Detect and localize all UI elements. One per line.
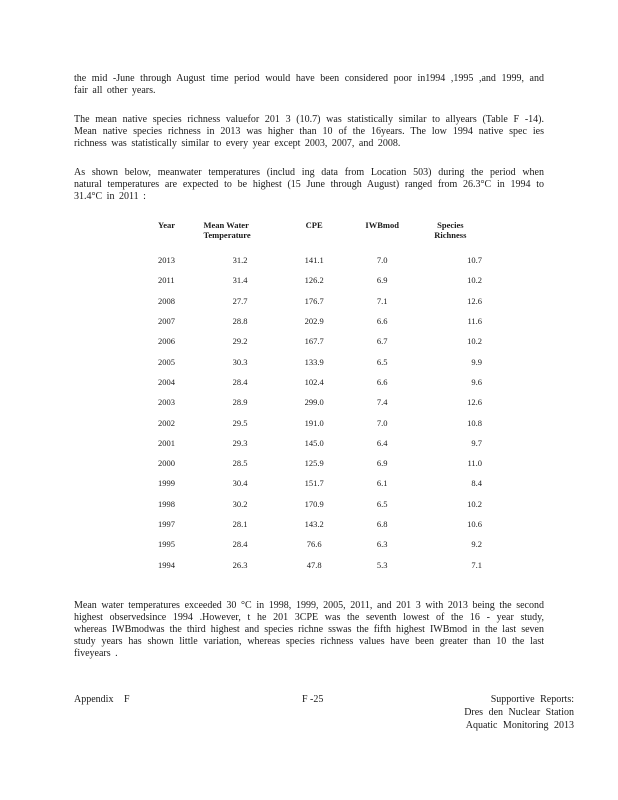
table-cell-iwb: 6.8 bbox=[376, 519, 388, 529]
table-cell-cpe: 151.7 bbox=[304, 478, 324, 489]
table-cell-rich: 10.2 bbox=[467, 498, 482, 509]
table-cell-iwb: 5.3 bbox=[376, 559, 388, 570]
footer-report-line: Aquatic Monitoring 2013 bbox=[465, 720, 574, 731]
table-cell-temp: 30.3 bbox=[232, 356, 248, 367]
table-cell-rich: 9.2 bbox=[471, 539, 482, 550]
water-temperature-table bbox=[148, 220, 482, 575]
table-cell-cpe: 145.0 bbox=[304, 437, 324, 448]
table-cell-cpe: 76.6 bbox=[306, 539, 322, 550]
table-cell-rich: 9.9 bbox=[471, 356, 482, 367]
table-cell-temp: 26.3 bbox=[232, 559, 248, 570]
table-row bbox=[148, 453, 482, 473]
table-row bbox=[148, 311, 482, 331]
table-cell-temp: 28.4 bbox=[232, 539, 248, 550]
table-cell-rich: 12.6 bbox=[467, 397, 482, 408]
table-cell-temp: 31.2 bbox=[232, 255, 248, 266]
table-cell-cpe: 102.4 bbox=[304, 376, 324, 387]
table-cell-iwb: 6.9 bbox=[376, 458, 388, 469]
table-cell-year: 2011 bbox=[158, 275, 175, 286]
table-cell-rich: 8.4 bbox=[471, 478, 482, 489]
footer-report-title bbox=[420, 693, 574, 732]
table-cell-rich: 9.6 bbox=[471, 376, 482, 387]
table-cell-year: 2007 bbox=[158, 316, 175, 327]
table-cell-iwb: 7.4 bbox=[376, 397, 388, 408]
table-cell-iwb: 6.5 bbox=[376, 498, 388, 509]
table-cell-temp: 29.5 bbox=[232, 417, 248, 428]
header-cpe: CPE bbox=[305, 220, 323, 230]
table-cell-temp: 28.9 bbox=[232, 397, 248, 408]
table-row bbox=[148, 250, 482, 270]
table-cell-rich: 7.1 bbox=[471, 559, 482, 570]
table-cell-iwb: 7.0 bbox=[376, 417, 388, 428]
table-cell-cpe: 176.7 bbox=[304, 295, 324, 306]
table-cell-rich: 9.7 bbox=[471, 437, 482, 448]
table-cell-iwb: 7.1 bbox=[376, 295, 388, 306]
table-cell-year: 1997 bbox=[158, 519, 175, 529]
table-cell-cpe: 170.9 bbox=[304, 498, 324, 509]
table-cell-year: 2008 bbox=[158, 295, 175, 306]
table-cell-iwb: 7.0 bbox=[376, 255, 388, 266]
header-iwbmod: IWBmod bbox=[365, 220, 399, 230]
table-cell-iwb: 6.5 bbox=[376, 356, 388, 367]
table-cell-year: 1998 bbox=[158, 498, 175, 509]
table-cell-cpe: 299.0 bbox=[304, 397, 324, 408]
table-cell-year: 1995 bbox=[158, 539, 175, 550]
table-cell-year: 2002 bbox=[158, 417, 175, 428]
table-cell-cpe: 191.0 bbox=[304, 417, 324, 428]
table-cell-temp: 29.3 bbox=[232, 437, 248, 448]
table-cell-year: 2003 bbox=[158, 397, 175, 408]
header-species-richness: Species Richness bbox=[434, 220, 467, 240]
table-row bbox=[148, 372, 482, 392]
footer-report-line: Dres den Nuclear Station bbox=[464, 707, 574, 718]
table-cell-rich: 12.6 bbox=[467, 295, 482, 306]
paragraph-species-richness: The mean native species richness valuefor 201 3 (10.7) was statistically similar to allyears (Table F -14). Mean native species richness in 2013 was higher than 10 of the 16years. The low 1994 native spec ies richness was statistically similar to every year except 2003, 2007, and 2008. bbox=[74, 114, 544, 149]
table-cell-cpe: 47.8 bbox=[306, 559, 322, 570]
table-row bbox=[148, 514, 482, 534]
table-cell-year: 2006 bbox=[158, 336, 175, 347]
table-cell-iwb: 6.3 bbox=[376, 539, 388, 550]
table-row bbox=[148, 473, 482, 493]
table-cell-rich: 10.2 bbox=[467, 336, 482, 347]
table-row bbox=[148, 433, 482, 453]
table-row bbox=[148, 494, 482, 514]
table-cell-year: 2000 bbox=[158, 458, 175, 469]
table-cell-iwb: 6.1 bbox=[376, 478, 388, 489]
paragraph-intro-continuation: the mid -June through August time period would have been considered poor in1994 ,1995 ,and 1999, and fair all other years. bbox=[74, 73, 544, 96]
table-cell-year: 2005 bbox=[158, 356, 175, 367]
table-cell-iwb: 6.6 bbox=[376, 316, 388, 327]
table-cell-year: 1994 bbox=[158, 559, 175, 570]
table-cell-iwb: 6.7 bbox=[376, 336, 388, 347]
table-row bbox=[148, 412, 482, 432]
table-cell-temp: 31.4 bbox=[232, 275, 248, 286]
table-cell-iwb: 6.6 bbox=[376, 376, 388, 387]
table-cell-year: 2013 bbox=[158, 255, 175, 266]
table-row bbox=[148, 392, 482, 412]
paragraph-summary: Mean water temperatures exceeded 30 °C in 1998, 1999, 2005, 2011, and 201 3 with 2013 being the second highest observedsince 1994 .However, t he 201 3CPE was the seventh lowest of the 16 - year study, whereas IWBmodwas the third highest and species richne sswas the fifth highest IWBmod in the last seven study years has shown little variation, whereas species richness values have been greater than 10 the last fiveyears . bbox=[74, 600, 544, 659]
table-row bbox=[148, 331, 482, 351]
table-row bbox=[148, 291, 482, 311]
table-cell-rich: 10.6 bbox=[467, 519, 482, 529]
footer-report-line: Supportive Reports: bbox=[490, 694, 574, 705]
table-cell-year: 1999 bbox=[158, 478, 175, 489]
table-header-row bbox=[148, 220, 482, 250]
table-cell-cpe: 126.2 bbox=[304, 275, 324, 286]
table-cell-cpe: 125.9 bbox=[304, 458, 324, 469]
table-cell-rich: 11.0 bbox=[467, 458, 482, 469]
table-cell-rich: 10.2 bbox=[467, 275, 482, 286]
table-cell-cpe: 141.1 bbox=[304, 255, 324, 266]
header-year: Year bbox=[158, 220, 175, 230]
table-body bbox=[148, 250, 482, 575]
table-cell-temp: 30.4 bbox=[232, 478, 248, 489]
table-cell-temp: 29.2 bbox=[232, 336, 248, 347]
table-cell-temp: 28.4 bbox=[232, 376, 248, 387]
table-cell-rich: 10.7 bbox=[467, 255, 482, 266]
footer-appendix-label: Appendix F bbox=[74, 694, 130, 705]
table-cell-temp: 28.8 bbox=[232, 316, 248, 327]
table-cell-temp: 28.5 bbox=[232, 458, 248, 469]
table-cell-rich: 11.6 bbox=[467, 316, 482, 327]
paragraph-water-temperatures: As shown below, meanwater temperatures (includ ing data from Location 503) during the period when natural temperatures are expected to be highest (15 June through August) ranged from 26.3°C in 1994 to 31.4°C in 2011 : bbox=[74, 167, 544, 202]
table-cell-temp: 28.1 bbox=[232, 519, 248, 529]
table-cell-iwb: 6.9 bbox=[376, 275, 388, 286]
table-cell-cpe: 133.9 bbox=[304, 356, 324, 367]
table-cell-temp: 30.2 bbox=[232, 498, 248, 509]
table-cell-year: 2001 bbox=[158, 437, 175, 448]
table-cell-rich: 10.8 bbox=[467, 417, 482, 428]
footer-page-number: F -25 bbox=[302, 694, 324, 705]
table-cell-iwb: 6.4 bbox=[376, 437, 388, 448]
table-row bbox=[148, 534, 482, 554]
table-row bbox=[148, 554, 482, 574]
table-row bbox=[148, 351, 482, 371]
table-cell-cpe: 167.7 bbox=[304, 336, 324, 347]
table-cell-cpe: 143.2 bbox=[304, 519, 324, 529]
table-cell-cpe: 202.9 bbox=[304, 316, 324, 327]
table-row bbox=[148, 270, 482, 290]
table-cell-year: 2004 bbox=[158, 376, 175, 387]
table-cell-temp: 27.7 bbox=[232, 295, 248, 306]
header-mean-water-temperature: Mean Water Temperature bbox=[203, 220, 251, 240]
